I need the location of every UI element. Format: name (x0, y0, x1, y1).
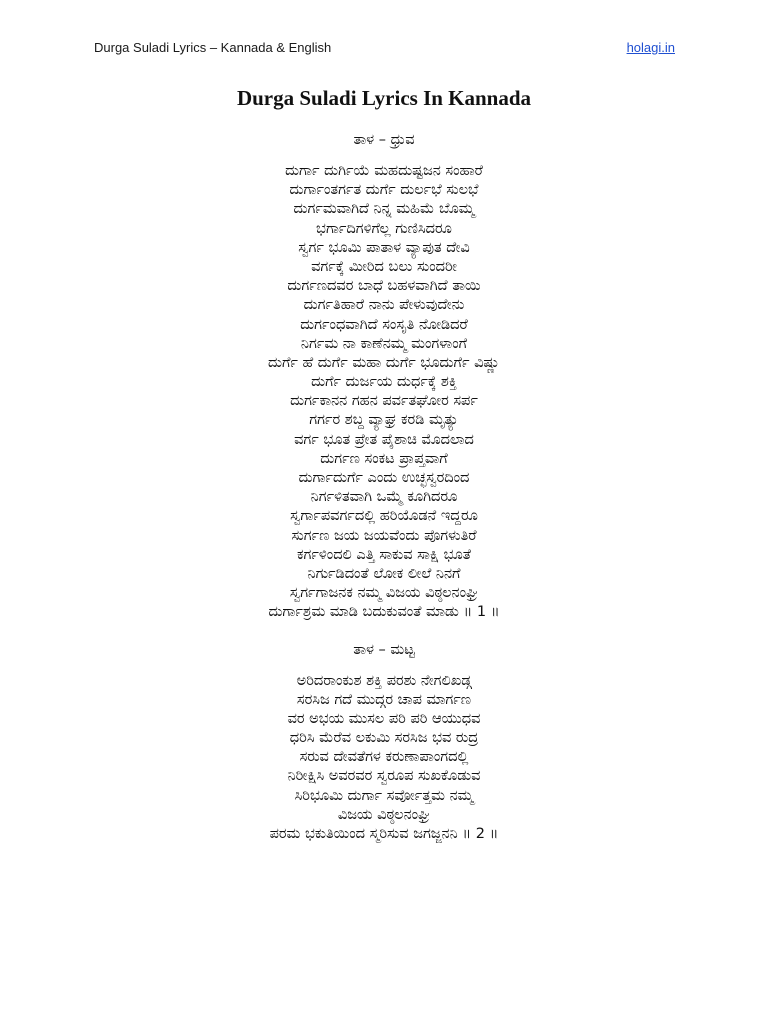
verse-line: ಸ್ವರ್ಗಾಪವರ್ಗದಲ್ಲಿ ಹರಿಯೊಡನೆ ಇದ್ದರೂ (290, 508, 478, 525)
verse-line: ವಿಜಯ ವಿಠ್ಠಲನಂಘ್ರಿ (337, 806, 431, 823)
verse-line: ಪರಮ ಭಕುತಿಯಿಂದ ಸ್ಮರಿಸುವ ಜಗಜ್ಜನನಿ ॥ 2 ॥ (269, 826, 499, 842)
verse-line: ನಿರ್ಗಮ ನಾ ಕಾಣೆನಮ್ಮ ಮಂಗಳಾಂಗೆ (300, 335, 468, 352)
verse-line: ಧರಿಸಿ ಮೆರೆವ ಲಕುಮಿ ಸರಸಿಜ ಭವ ರುದ್ರ (289, 730, 479, 747)
verse-line: ದುರ್ಗಕಾನನ ಗಹನ ಪರ್ವತಘೋರ ಸರ್ಪ (290, 393, 478, 410)
section-heading: ತಾಳ – ಧ್ರುವ (353, 132, 415, 148)
verse-line: ದುರ್ಗಾಶ್ರಮ ಮಾಡಿ ಬದುಕುವಂತೆ ಮಾಡು ॥ 1 ॥ (268, 604, 500, 621)
page-title: Durga Suladi Lyrics In Kannada (236, 86, 532, 110)
verse-line: ನಿರ್ಗಳಿತವಾಗಿ ಒಮ್ಮೆ ಕೂಗಿದರೂ (310, 489, 458, 506)
verse-line: ದುರ್ಗೆ ಹೆ ದುರ್ಗೆ ಮಹಾ ದುರ್ಗೆ ಭೂದುರ್ಗೆ ವಿಷ್ಣು (268, 354, 500, 371)
verse-line: ಸರಸಿಜ ಗದೆ ಮುದ್ಗರ ಚಾಪ ಮಾರ್ಗಣ (296, 691, 472, 708)
verse-line: ಅರಿದರಾಂಕುಶ ಶಕ್ತಿ ಪರಶು ನೇಗಲಿಖಡ್ಗ (296, 672, 472, 689)
lyrics-content (0, 130, 768, 861)
verse-line: ವರ್ಗ ಭೂತ ಪ್ರೇತ ಪೈಶಾಚಿ ಮೊದಲಾದ (294, 431, 474, 448)
section-heading: ತಾಳ – ಮಟ್ಟ (353, 641, 415, 658)
verse-line: ವರ ಅಭಯ ಮುಸಲ ಪರಿ ಪರಿ ಆಯುಧವ (287, 710, 481, 727)
site-link[interactable]: holagi.in (626, 40, 675, 55)
page-header (94, 40, 675, 60)
verse-line: ದುರ್ಗಂಧವಾಗಿದೆ ಸಂಸೃತಿ ನೋಡಿದರೆ (300, 316, 468, 333)
verse-line: ದುರ್ಗಮವಾಗಿದೆ ನಿನ್ನ ಮಹಿಮೆ ಬೊಮ್ಮ (293, 201, 475, 218)
verse-line: ಕರ್ಗಳಿಂದಲಿ ಎತ್ತಿ ಸಾಕುವ ಸಾಕ್ಷಿ ಭೂತೆ (296, 546, 471, 563)
verse-line: ಸಿರಿಭೂಮಿ ದುರ್ಗಾ ಸರ್ವೋತ್ತಮ ನಮ್ಮ (294, 787, 474, 804)
verse-line: ದುರ್ಗಾದುರ್ಗೆ ಎಂದು ಉಚ್ಛಸ್ವರದಿಂದ (298, 470, 470, 486)
verse-1 (0, 130, 768, 623)
verse-line: ದುರ್ಗೆ ದುರ್ಜಯ ದುರ್ಧಕ್ಕೆ ಶಕ್ತಿ (311, 374, 457, 391)
verse-line: ಸ್ವರ್ಗಗಾಜನಕ ನಮ್ಮ ವಿಜಯ ವಿಠ್ಠಲನಂಘ್ರಿ (289, 585, 479, 602)
verse-line: ದುರ್ಗತಿಹಾರೆ ನಾನು ಪೇಳುವುದೇನು (303, 297, 465, 314)
verse-line: ದುರ್ಗಾ ದುರ್ಗಿಯೆ ಮಹದುಷ್ಟಜನ ಸಂಹಾರೆ (285, 163, 483, 179)
verse-line: ನಿರ್ಗುಡಿದಂತೆ ಲೋಕ ಲೀಲೆ ನಿನಗೆ (307, 565, 461, 582)
verse-line: ಸುರ್ಗಣ ಜಯ ಜಯವೆಂದು ಪೊಗಳುತಿರೆ (291, 527, 477, 544)
verse-2 (0, 640, 768, 845)
verse-line: ದುರ್ಗಣದವರ ಬಾಧೆ ಬಹಳವಾಗಿದೆ ತಾಯಿ (287, 278, 481, 295)
verse-line: ಗರ್ಗರ ಶಬ್ದ ವ್ಯಾಘ್ರ ಕರಡಿ ಮೃತ್ಯು (309, 412, 459, 429)
header-document-title: Durga Suladi Lyrics – Kannada & English (94, 40, 332, 55)
verse-line: ವರ್ಗಕ್ಕೆ ಮೀರಿದ ಬಲು ಸುಂದರೀ (311, 258, 457, 275)
verse-line: ದುರ್ಗಣ ಸಂಕಟ ಪ್ರಾಪ್ತವಾಗೆ (320, 450, 448, 467)
verse-line: ಸರುವ ದೇವತೆಗಳ ಕರುಣಾಪಾಂಗದಲ್ಲಿ (299, 749, 469, 766)
verse-line: ಭರ್ಗಾದಿಗಳಿಗೆಲ್ಲ ಗುಣಿಸಿದರೂ (316, 220, 452, 237)
verse-line: ಸ್ವರ್ಗ ಭೂಮಿ ಪಾತಾಳ ವ್ಯಾಪುತ ದೇವಿ (298, 239, 470, 256)
verse-line: ದುರ್ಗಾಂತರ್ಗತ ದುರ್ಗೆ ದುರ್ಲಭೆ ಸುಲಭೆ (289, 182, 479, 199)
verse-line: ನಿರೀಕ್ಷಿಸಿ ಅವರವರ ಸ್ವರೂಪ ಸುಖಕೊಡುವ (287, 768, 481, 785)
